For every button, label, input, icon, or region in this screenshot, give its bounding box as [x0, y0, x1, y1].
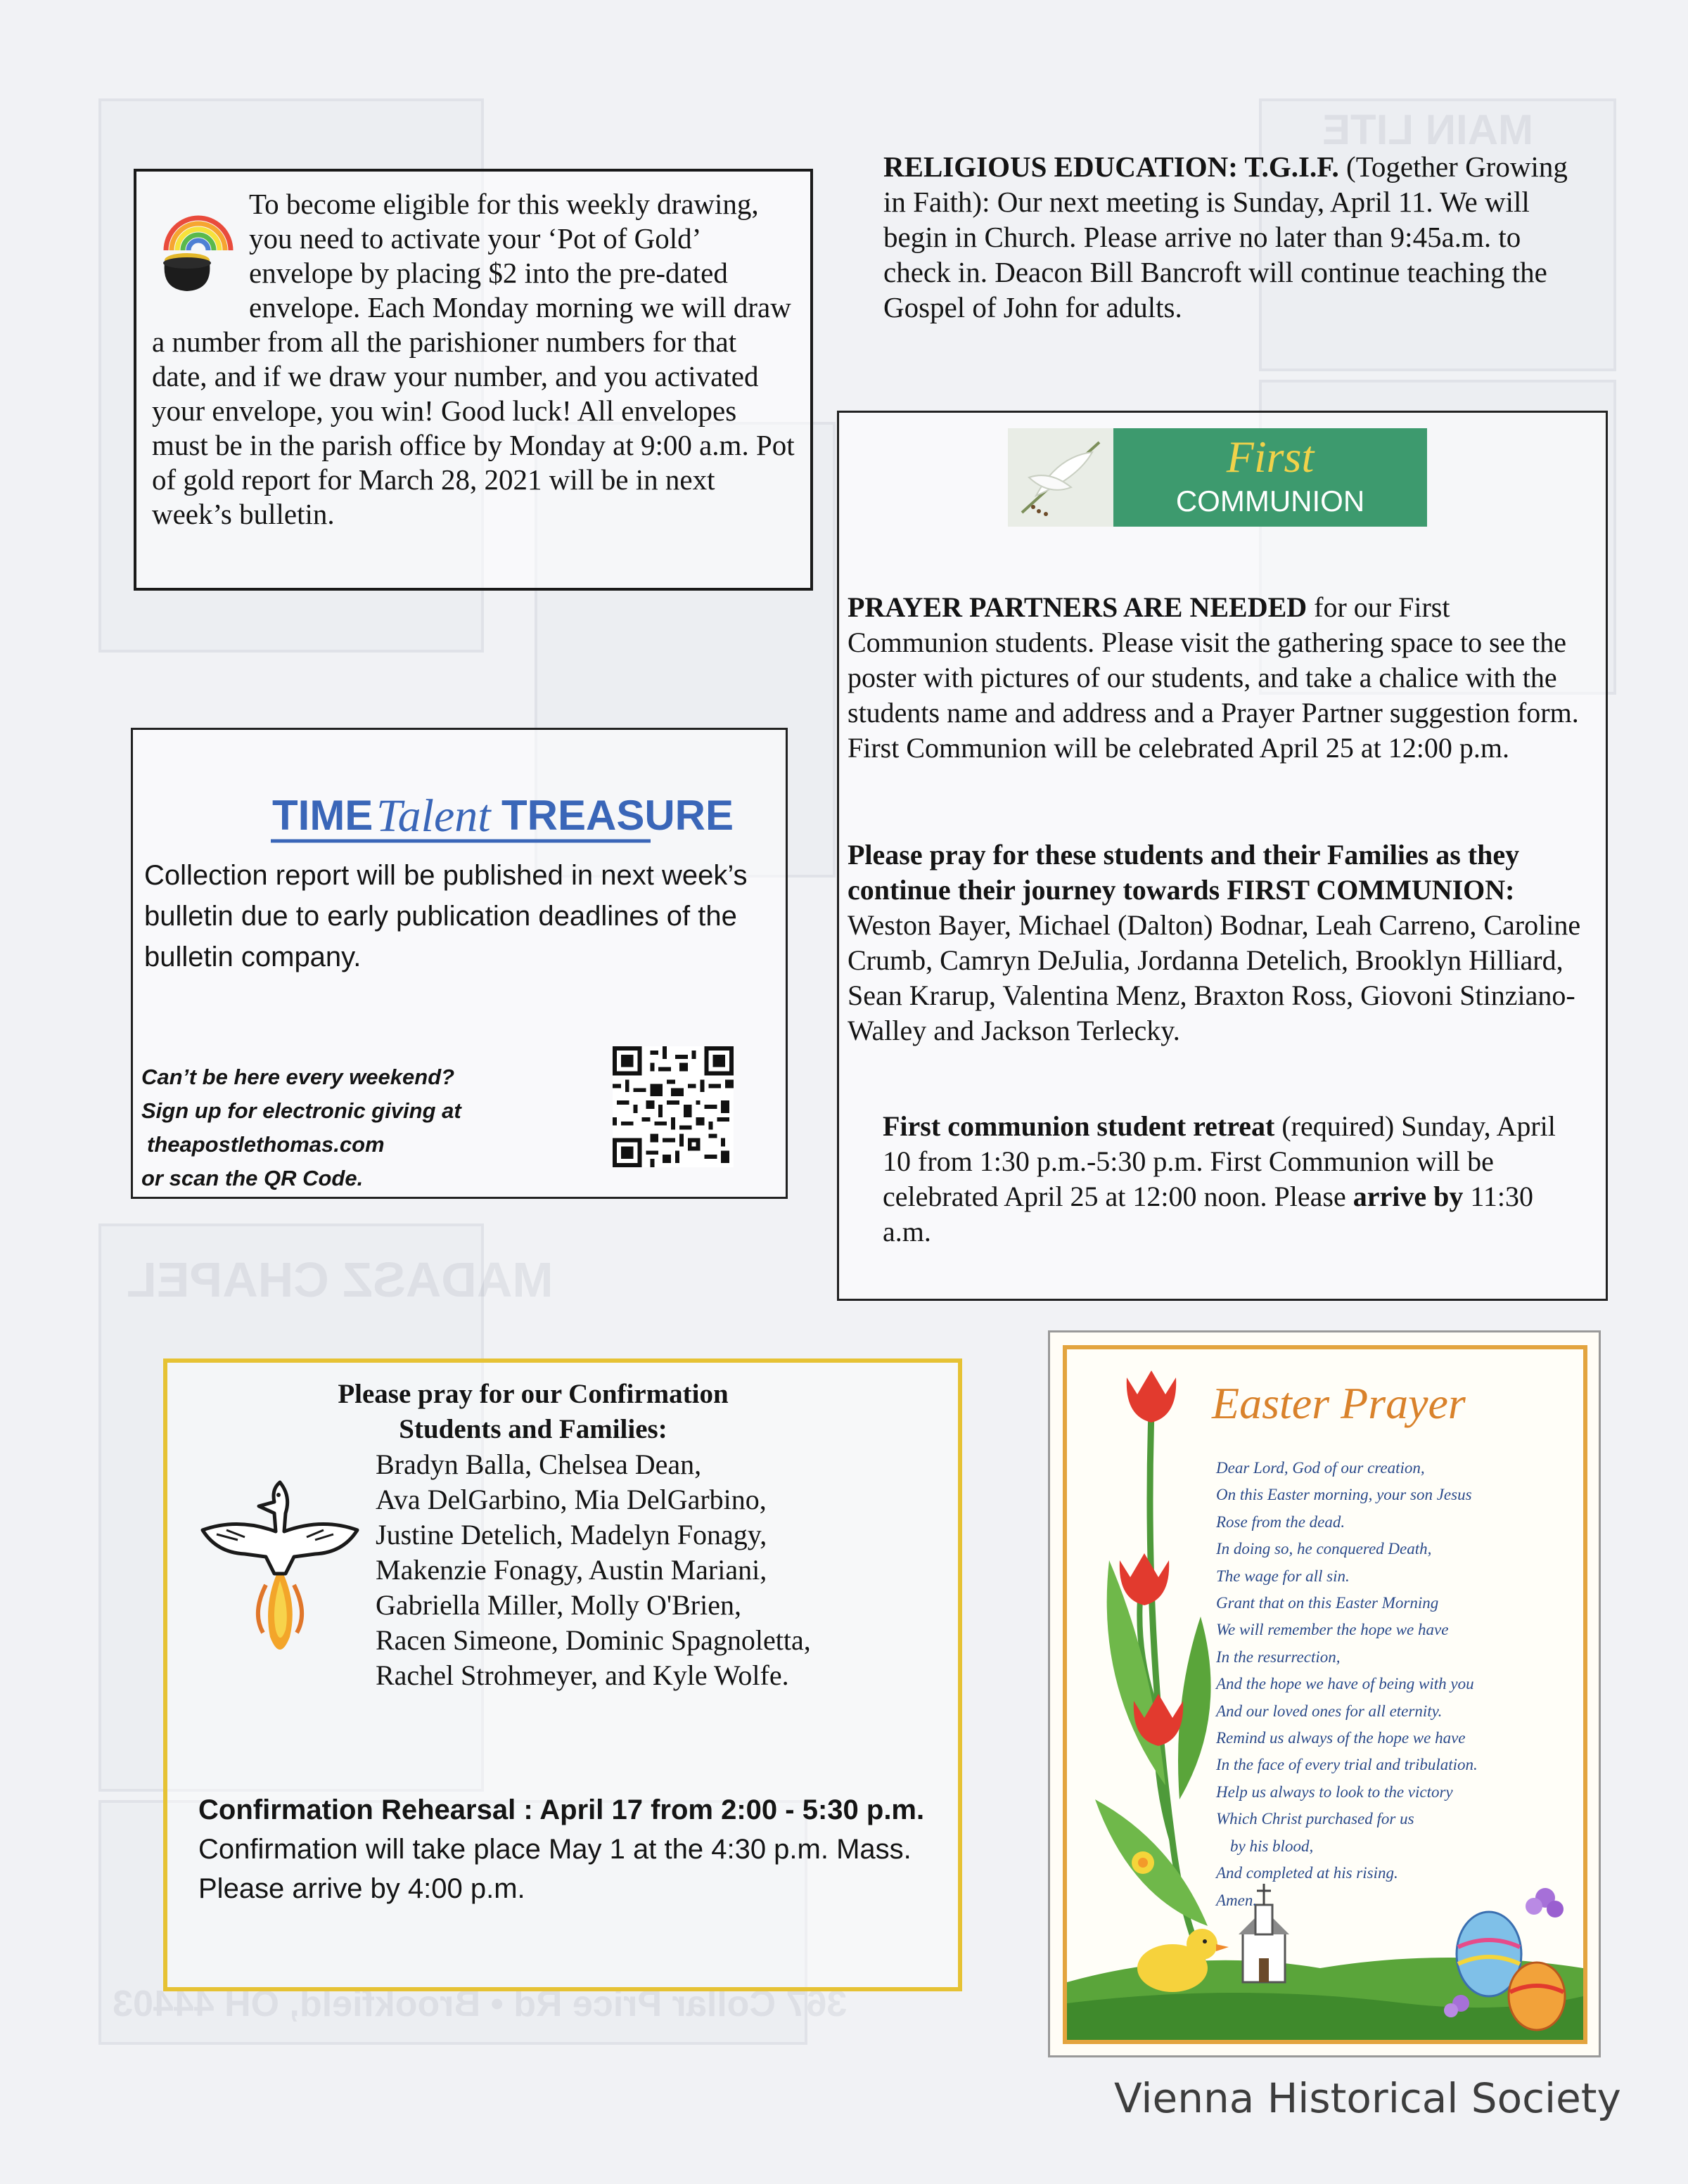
confirmation-rehearsal [198, 1790, 930, 1908]
prayer-line: Which Christ purchased for us [1216, 1810, 1414, 1828]
prayer-line: On this Easter morning, your son Jesus [1216, 1486, 1472, 1504]
confirmation-names-line: Bradyn Balla, Chelsea Dean, [376, 1448, 702, 1480]
confirmation-names-line: Justine Detelich, Madelyn Fonagy, [376, 1519, 767, 1550]
archive-watermark: Vienna Historical Society [1114, 2074, 1621, 2122]
prayer-line: Amen. [1216, 1891, 1258, 1909]
religious-education-notice [883, 149, 1573, 325]
confirmation-names-line: Makenzie Fonagy, Austin Mariani, [376, 1554, 767, 1586]
ghost-ad-text: MAIN LITE [1322, 106, 1533, 153]
prayer-partners-text: for our First Communion students. Please visit the gathering space to see the poster with pictures of our students, and take a chalice with the students name and address and a Prayer Partner suggestion form. First Communion will be celebrated April 25 at 12:00 p.m. [848, 591, 1579, 764]
easter-prayer-text [1216, 1455, 1582, 1914]
prayer-line: We will remember the hope we have [1216, 1621, 1449, 1639]
egiving-line1: Can’t be here every weekend? [141, 1065, 455, 1089]
prayer-line: In the face of every trial and tribulation. [1216, 1756, 1478, 1774]
banner-communion-text: COMMUNION [1175, 484, 1365, 518]
confirmation-names-line: Racen Simeone, Dominic Spagnoletta, [376, 1624, 811, 1656]
prayer-line: In doing so, he conquered Death, [1216, 1540, 1432, 1558]
confirmation-names-line: Gabriella Miller, Molly O'Brien, [376, 1589, 741, 1621]
easter-prayer-card [1048, 1330, 1601, 2057]
retreat-text: (required) Sunday, April 10 from 1:30 p.m.-5:30 p.m. First Communion will be celebrated April 25 at 12:00 noon. Please [883, 1110, 1556, 1212]
egiving-line4: or scan the QR Code. [141, 1166, 364, 1190]
confirmation-heading-line2: Students and Families: [399, 1414, 667, 1444]
collection-report-text: Collection report will be published in next week’s bulletin due to early publication deadlines of the bulletin company. [144, 860, 748, 972]
religious-education-text: (Together Growing in Faith): Our next meeting is Sunday, April 11. We will begin in Church. Please arrive no later than 9:45a.m. to check in. Deacon Bill Bancroft will continue teaching the Gospel of John for adults. [883, 150, 1568, 323]
prayer-partners-paragraph [848, 590, 1593, 766]
pot-of-gold-box [134, 169, 813, 591]
prayer-line: Rose from the dead. [1216, 1512, 1345, 1531]
time-talent-treasure-box [131, 728, 788, 1199]
logo-talent: Talent [376, 790, 491, 842]
holy-spirit-dove-icon [196, 1461, 364, 1665]
first-communion-student-list: Weston Bayer, Michael (Dalton) Bodnar, Leah Carreno, Caroline Crumb, Camryn DeJulia, Jordanna Detelich, Brooklyn Hilliard, Sean Krarup, Valentina Menz, Braxton Ross, Giovoni Stinziano-Walley and Jackson Terlecky. [848, 909, 1581, 1046]
confirmation-heading-line1: Please pray for our Confirmation [338, 1379, 729, 1409]
first-communion-banner [1008, 428, 1427, 527]
easter-prayer-frame [1063, 1345, 1587, 2044]
egiving-url[interactable]: theapostlethomas.com [147, 1132, 385, 1157]
time-talent-treasure-logo [271, 781, 734, 851]
prayer-line: In the resurrection, [1216, 1647, 1341, 1666]
electronic-giving-note [141, 1060, 563, 1195]
rehearsal-text: Confirmation will take place May 1 at the 4:30 p.m. Mass. Please arrive by 4:00 p.m. [198, 1834, 912, 1904]
pray-students-heading: Please pray for these students and their Families as they continue their journey towards FIRST COMMUNION: [848, 839, 1520, 906]
qr-code[interactable] [613, 1046, 734, 1167]
first-communion-students-paragraph [848, 837, 1593, 1048]
confirmation-names-line: Rachel Strohmeyer, and Kyle Wolfe. [376, 1659, 789, 1691]
banner-first-text: First [1226, 432, 1315, 482]
egiving-line2: Sign up for electronic giving at [141, 1098, 461, 1123]
prayer-line: Remind us always of the hope we have [1216, 1729, 1466, 1747]
prayer-line: And the hope we have of being with you [1216, 1675, 1474, 1693]
retreat-heading: First communion student retreat [883, 1110, 1275, 1142]
logo-time: TIME [272, 792, 373, 839]
prayer-line: Grant that on this Easter Morning [1216, 1594, 1439, 1612]
first-communion-box [837, 411, 1608, 1301]
confirmation-student-list [376, 1447, 938, 1693]
pot-of-gold-text: To become eligible for this weekly drawing, you need to activate your ‘Pot of Gold’ envelope by placing $2 into the pre-dated envelope. Each Monday morning we will draw a number from all the parishioner numbers for that date, and if we draw your number, and you activated your envelope, you win! Good luck! All envelopes must be in the parish office by Monday at 9:00 a.m. Pot of gold report for March 28, 2021 will be in next week’s bulletin. [152, 188, 795, 530]
rehearsal-heading: Confirmation Rehearsal : April 17 from 2:00 - 5:30 p.m. [198, 1794, 925, 1825]
prayer-line: by his blood, [1230, 1837, 1314, 1855]
retreat-paragraph [883, 1109, 1586, 1250]
ghost-ad-text: MADASZ CHAPEL [127, 1252, 554, 1307]
prayer-line: Help us always to look to the victory [1216, 1782, 1453, 1801]
prayer-line: And our loved ones for all eternity. [1216, 1702, 1443, 1720]
retreat-time: 11:30 a.m. [883, 1181, 1533, 1247]
easter-prayer-title: Easter Prayer [1212, 1378, 1466, 1428]
confirmation-names-line: Ava DelGarbino, Mia DelGarbino, [376, 1484, 767, 1515]
pot-of-gold-icon [152, 187, 243, 293]
ghost-ad-text: 367 Collar Price Rd • Brookfield, OH 44403 [113, 1984, 848, 2024]
prayer-line: Dear Lord, God of our creation, [1216, 1459, 1425, 1477]
confirmation-heading [266, 1377, 800, 1447]
religious-education-heading: RELIGIOUS EDUCATION: T.G.I.F. [883, 150, 1339, 183]
logo-treasure: TREASURE [501, 792, 734, 839]
prayer-line: And completed at his rising. [1216, 1864, 1398, 1882]
prayer-partners-heading: PRAYER PARTNERS ARE NEEDED [848, 591, 1307, 623]
retreat-arrive: arrive by [1353, 1181, 1464, 1212]
confirmation-box [163, 1358, 962, 1991]
prayer-line: The wage for all sin. [1216, 1567, 1350, 1585]
